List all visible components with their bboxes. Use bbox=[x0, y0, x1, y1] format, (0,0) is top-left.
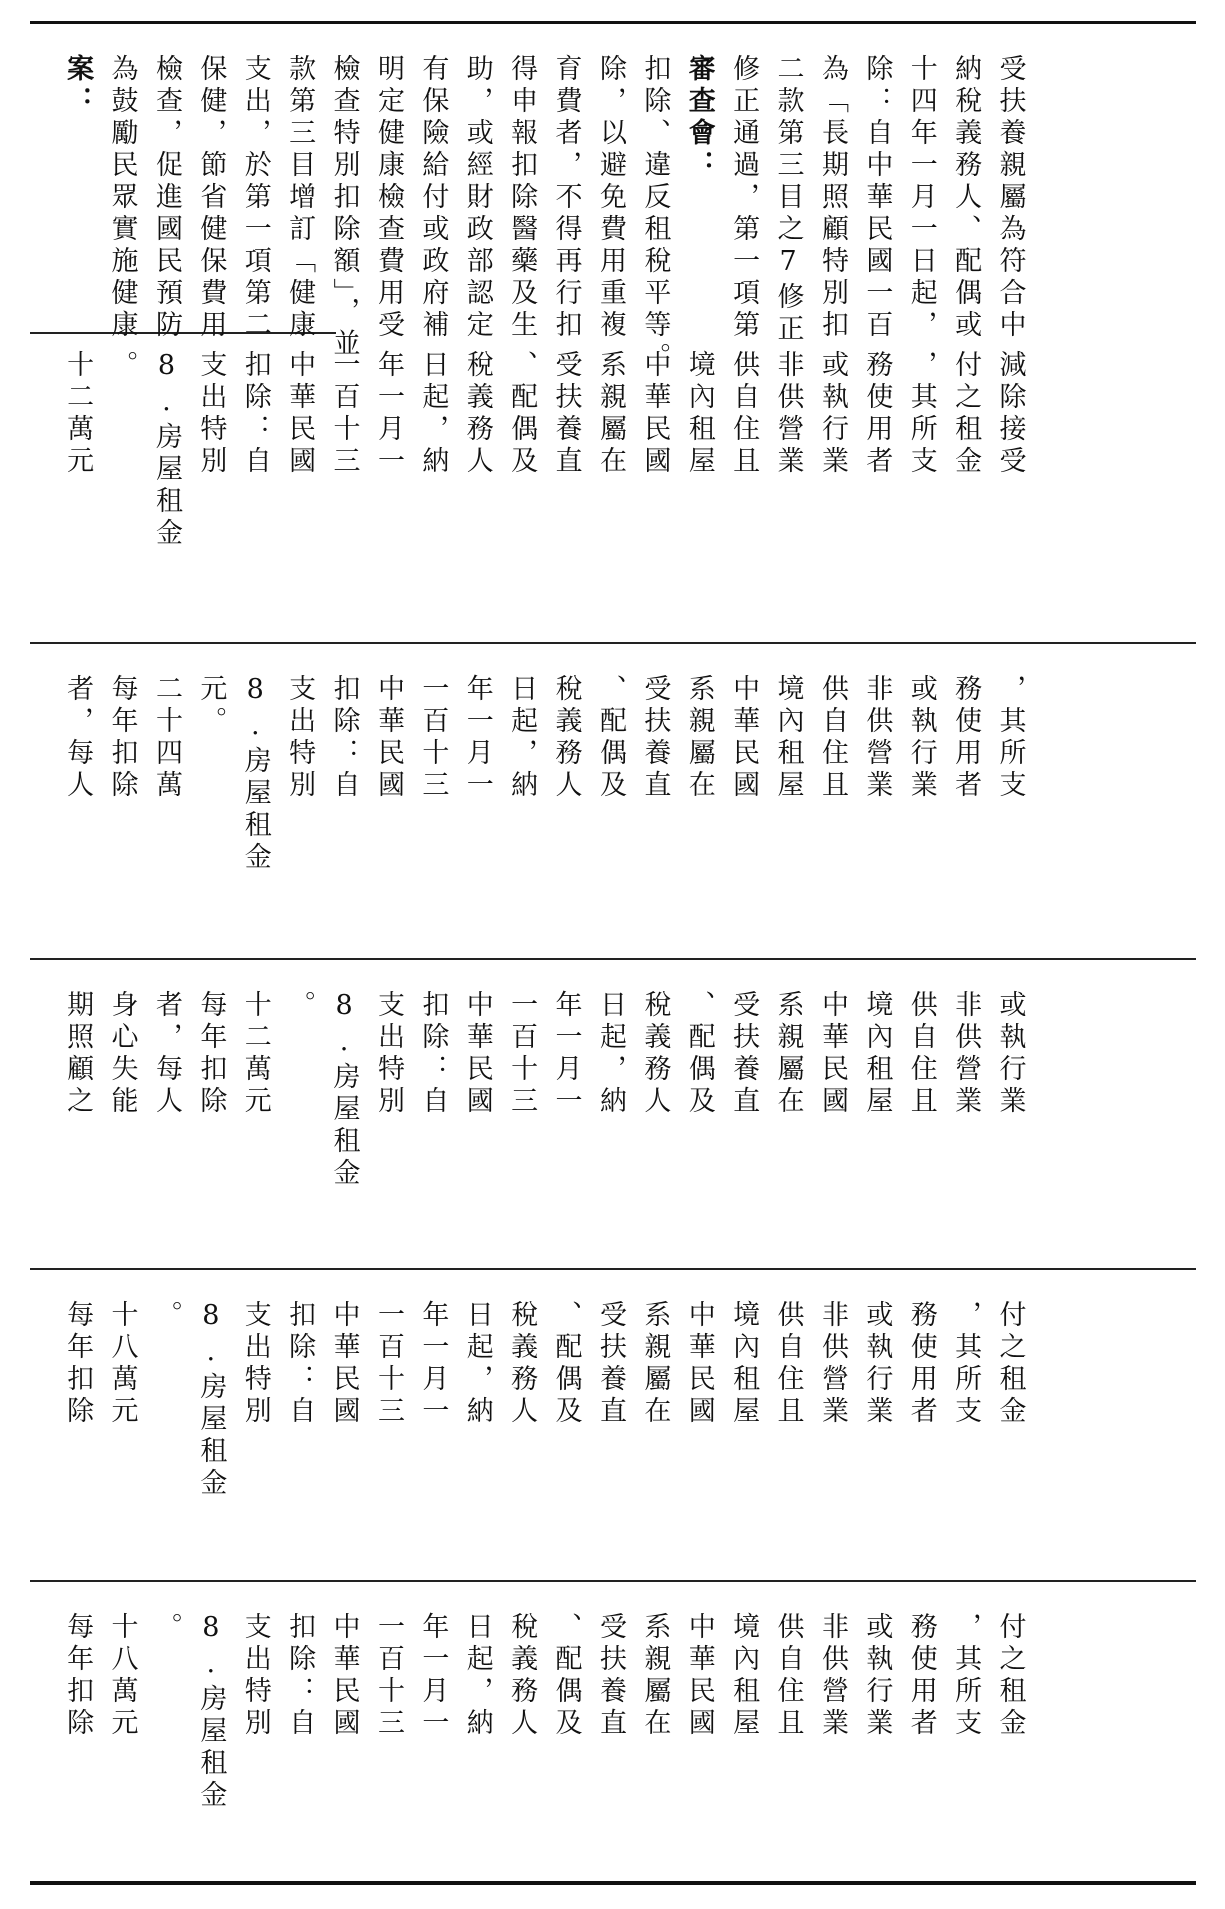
text-column: 8.房屋租金 bbox=[195, 1612, 227, 1812]
text-column: 、配偶及 bbox=[506, 350, 538, 478]
text-column: 或執行業 bbox=[994, 990, 1026, 1118]
text-column: 非供營業 bbox=[816, 1612, 848, 1740]
text-column: 修正通過，第一項第 bbox=[728, 54, 760, 342]
text-column: 受扶養直 bbox=[550, 350, 582, 478]
text-column: 境內租屋 bbox=[861, 990, 893, 1118]
text-column: 、配偶及 bbox=[550, 1300, 582, 1428]
text-column: 每年扣除 bbox=[195, 990, 227, 1118]
text-column: 8.房屋租金 bbox=[239, 674, 271, 874]
text-column: 日起，納 bbox=[417, 350, 449, 478]
text-column: 每年扣除 bbox=[62, 1612, 94, 1740]
text-column: 者，每人 bbox=[62, 674, 94, 802]
text-column: 每年扣除 bbox=[106, 674, 138, 802]
text-column: 系親屬在 bbox=[594, 350, 626, 478]
text-column: 8.房屋租金 bbox=[328, 990, 360, 1190]
text-column: 一百十三 bbox=[417, 674, 449, 802]
text-column: 系親屬在 bbox=[639, 1612, 671, 1740]
band-separator bbox=[30, 642, 1196, 644]
text-column: 二款第三目之7修正 bbox=[772, 54, 804, 346]
text-column: 有保險給付或政府補 bbox=[417, 54, 449, 342]
text-column: 、配偶及 bbox=[683, 990, 715, 1118]
text-column: 務使用者 bbox=[861, 350, 893, 478]
text-column: 系親屬在 bbox=[772, 990, 804, 1118]
text-column: 除：自中華民國一百 bbox=[861, 54, 893, 342]
text-column: 一百十三 bbox=[372, 1300, 404, 1428]
text-column: 、配偶及 bbox=[594, 674, 626, 802]
text-column: 日起，納 bbox=[594, 990, 626, 1118]
text-column: 支出特別 bbox=[239, 1300, 271, 1428]
text-column: 中華民國 bbox=[816, 990, 848, 1118]
text-column: 。 bbox=[150, 1612, 182, 1644]
band-separator bbox=[30, 1580, 1196, 1582]
text-column: 二十四萬 bbox=[150, 674, 182, 802]
text-column: 十八萬元 bbox=[106, 1612, 138, 1740]
text-column: 年一月一 bbox=[417, 1300, 449, 1428]
text-column: 供自住且 bbox=[772, 1612, 804, 1740]
text-column: 稅義務人 bbox=[550, 674, 582, 802]
text-column: 付之租金 bbox=[950, 350, 982, 478]
text-column: 非供營業 bbox=[816, 1300, 848, 1428]
text-column: 務使用者 bbox=[905, 1612, 937, 1740]
text-column: 十二萬元 bbox=[239, 990, 271, 1118]
text-column: 為鼓勵民眾實施健康 bbox=[106, 54, 138, 342]
text-column: 系親屬在 bbox=[639, 1300, 671, 1428]
text-column: 受扶養親屬為符合中 bbox=[994, 54, 1026, 342]
text-column: 扣除：自 bbox=[328, 674, 360, 802]
text-column: 一百十三 bbox=[506, 990, 538, 1118]
text-column: 中華民國 bbox=[639, 350, 671, 478]
text-column: 中華民國 bbox=[328, 1300, 360, 1428]
text-column: 育費者，不得再行扣 bbox=[550, 54, 582, 342]
text-column: 中華民國 bbox=[328, 1612, 360, 1740]
text-column: 一百十三 bbox=[372, 1612, 404, 1740]
text-column: 審查會： bbox=[683, 54, 715, 182]
text-column: 付之租金 bbox=[994, 1300, 1026, 1428]
text-column: 8.房屋租金 bbox=[150, 350, 182, 550]
text-column: 支出，於第一項第二 bbox=[239, 54, 271, 342]
text-column: 或執行業 bbox=[816, 350, 848, 478]
text-column: ，其所支 bbox=[950, 1300, 982, 1428]
text-column: 系親屬在 bbox=[683, 674, 715, 802]
text-column: 非供營業 bbox=[772, 350, 804, 478]
text-column: 供自住且 bbox=[728, 350, 760, 478]
text-column: 除，以避免費用重複 bbox=[594, 54, 626, 342]
text-column: 檢查特別扣除額」，並 bbox=[328, 54, 360, 361]
text-column: 或執行業 bbox=[861, 1300, 893, 1428]
text-column: 案： bbox=[62, 54, 94, 118]
text-column: 。 bbox=[284, 990, 316, 1022]
text-column: ，其所支 bbox=[950, 1612, 982, 1740]
text-column: 款第三目增訂「健康 bbox=[284, 54, 316, 342]
text-column: 者，每人 bbox=[150, 990, 182, 1118]
text-column: 或執行業 bbox=[861, 1612, 893, 1740]
text-column: 一百十三 bbox=[328, 350, 360, 478]
text-column: 稅義務人 bbox=[506, 1300, 538, 1428]
text-column: 受扶養直 bbox=[728, 990, 760, 1118]
text-column: 年一月一 bbox=[550, 990, 582, 1118]
text-column: 檢查，促進國民預防 bbox=[150, 54, 182, 342]
text-column: 為「長期照顧特別扣 bbox=[816, 54, 848, 342]
text-column: 非供營業 bbox=[861, 674, 893, 802]
bottom-rule bbox=[30, 1881, 1196, 1885]
text-column: 非供營業 bbox=[950, 990, 982, 1118]
text-column: 扣除：自 bbox=[239, 350, 271, 478]
text-column: 十八萬元 bbox=[106, 1300, 138, 1428]
text-column: 扣除：自 bbox=[284, 1612, 316, 1740]
text-column: 中華民國 bbox=[284, 350, 316, 478]
text-column: 得申報扣除醫藥及生 bbox=[506, 54, 538, 342]
text-column: 保健，節省健保費用 bbox=[195, 54, 227, 342]
text-column: 受扶養直 bbox=[639, 674, 671, 802]
text-column: 中華民國 bbox=[461, 990, 493, 1118]
text-column: 扣除：自 bbox=[284, 1300, 316, 1428]
text-column: 付之租金 bbox=[994, 1612, 1026, 1740]
text-column: 供自住且 bbox=[772, 1300, 804, 1428]
text-column: 助，或經財政部認定 bbox=[461, 54, 493, 342]
text-column: 日起，納 bbox=[461, 1612, 493, 1740]
text-column: 務使用者 bbox=[905, 1300, 937, 1428]
text-column: 納稅義務人、配偶或 bbox=[950, 54, 982, 342]
text-column: 日起，納 bbox=[461, 1300, 493, 1428]
text-column: 供自住且 bbox=[816, 674, 848, 802]
text-column: 支出特別 bbox=[195, 350, 227, 478]
text-column: 減除接受 bbox=[994, 350, 1026, 478]
text-column: 。 bbox=[106, 350, 138, 382]
text-column: 境內租屋 bbox=[772, 674, 804, 802]
text-column: 年一月一 bbox=[417, 1612, 449, 1740]
text-column: 明定健康檢查費用受 bbox=[372, 54, 404, 342]
text-column: ，其所支 bbox=[994, 674, 1026, 802]
text-column: 日起，納 bbox=[506, 674, 538, 802]
text-column: 身心失能 bbox=[106, 990, 138, 1118]
band-separator bbox=[30, 958, 1196, 960]
text-column: 中華民國 bbox=[683, 1612, 715, 1740]
text-column: 或執行業 bbox=[905, 674, 937, 802]
text-column: 扣除：自 bbox=[417, 990, 449, 1118]
text-column: 稅義務人 bbox=[506, 1612, 538, 1740]
text-column: 受扶養直 bbox=[594, 1612, 626, 1740]
text-column: 期照顧之 bbox=[62, 990, 94, 1118]
text-column: 年一月一 bbox=[461, 674, 493, 802]
text-column: 稅義務人 bbox=[639, 990, 671, 1118]
text-column: 中華民國 bbox=[372, 674, 404, 802]
text-column: 受扶養直 bbox=[594, 1300, 626, 1428]
text-column: 。 bbox=[150, 1300, 182, 1332]
text-column: 支出特別 bbox=[239, 1612, 271, 1740]
text-column: 中華民國 bbox=[683, 1300, 715, 1428]
text-column: 8.房屋租金 bbox=[195, 1300, 227, 1500]
band-separator bbox=[30, 1268, 1196, 1270]
text-column: 稅義務人 bbox=[461, 350, 493, 478]
text-column: 中華民國 bbox=[728, 674, 760, 802]
text-column: 十二萬元 bbox=[62, 350, 94, 478]
text-column: 年一月一 bbox=[372, 350, 404, 478]
text-column: 十四年一月一日起， bbox=[905, 54, 937, 342]
text-column: 境內租屋 bbox=[728, 1612, 760, 1740]
text-column: 扣除、違反租稅平等。 bbox=[639, 54, 671, 374]
text-column: 境內租屋 bbox=[728, 1300, 760, 1428]
text-column: ，其所支 bbox=[905, 350, 937, 478]
text-column: 務使用者 bbox=[950, 674, 982, 802]
text-column: 境內租屋 bbox=[683, 350, 715, 478]
top-rule bbox=[30, 21, 1196, 24]
text-column: 支出特別 bbox=[372, 990, 404, 1118]
text-column: 、配偶及 bbox=[550, 1612, 582, 1740]
text-column: 供自住且 bbox=[905, 990, 937, 1118]
text-column: 元。 bbox=[195, 674, 227, 738]
text-column: 每年扣除 bbox=[62, 1300, 94, 1428]
text-column: 支出特別 bbox=[284, 674, 316, 802]
